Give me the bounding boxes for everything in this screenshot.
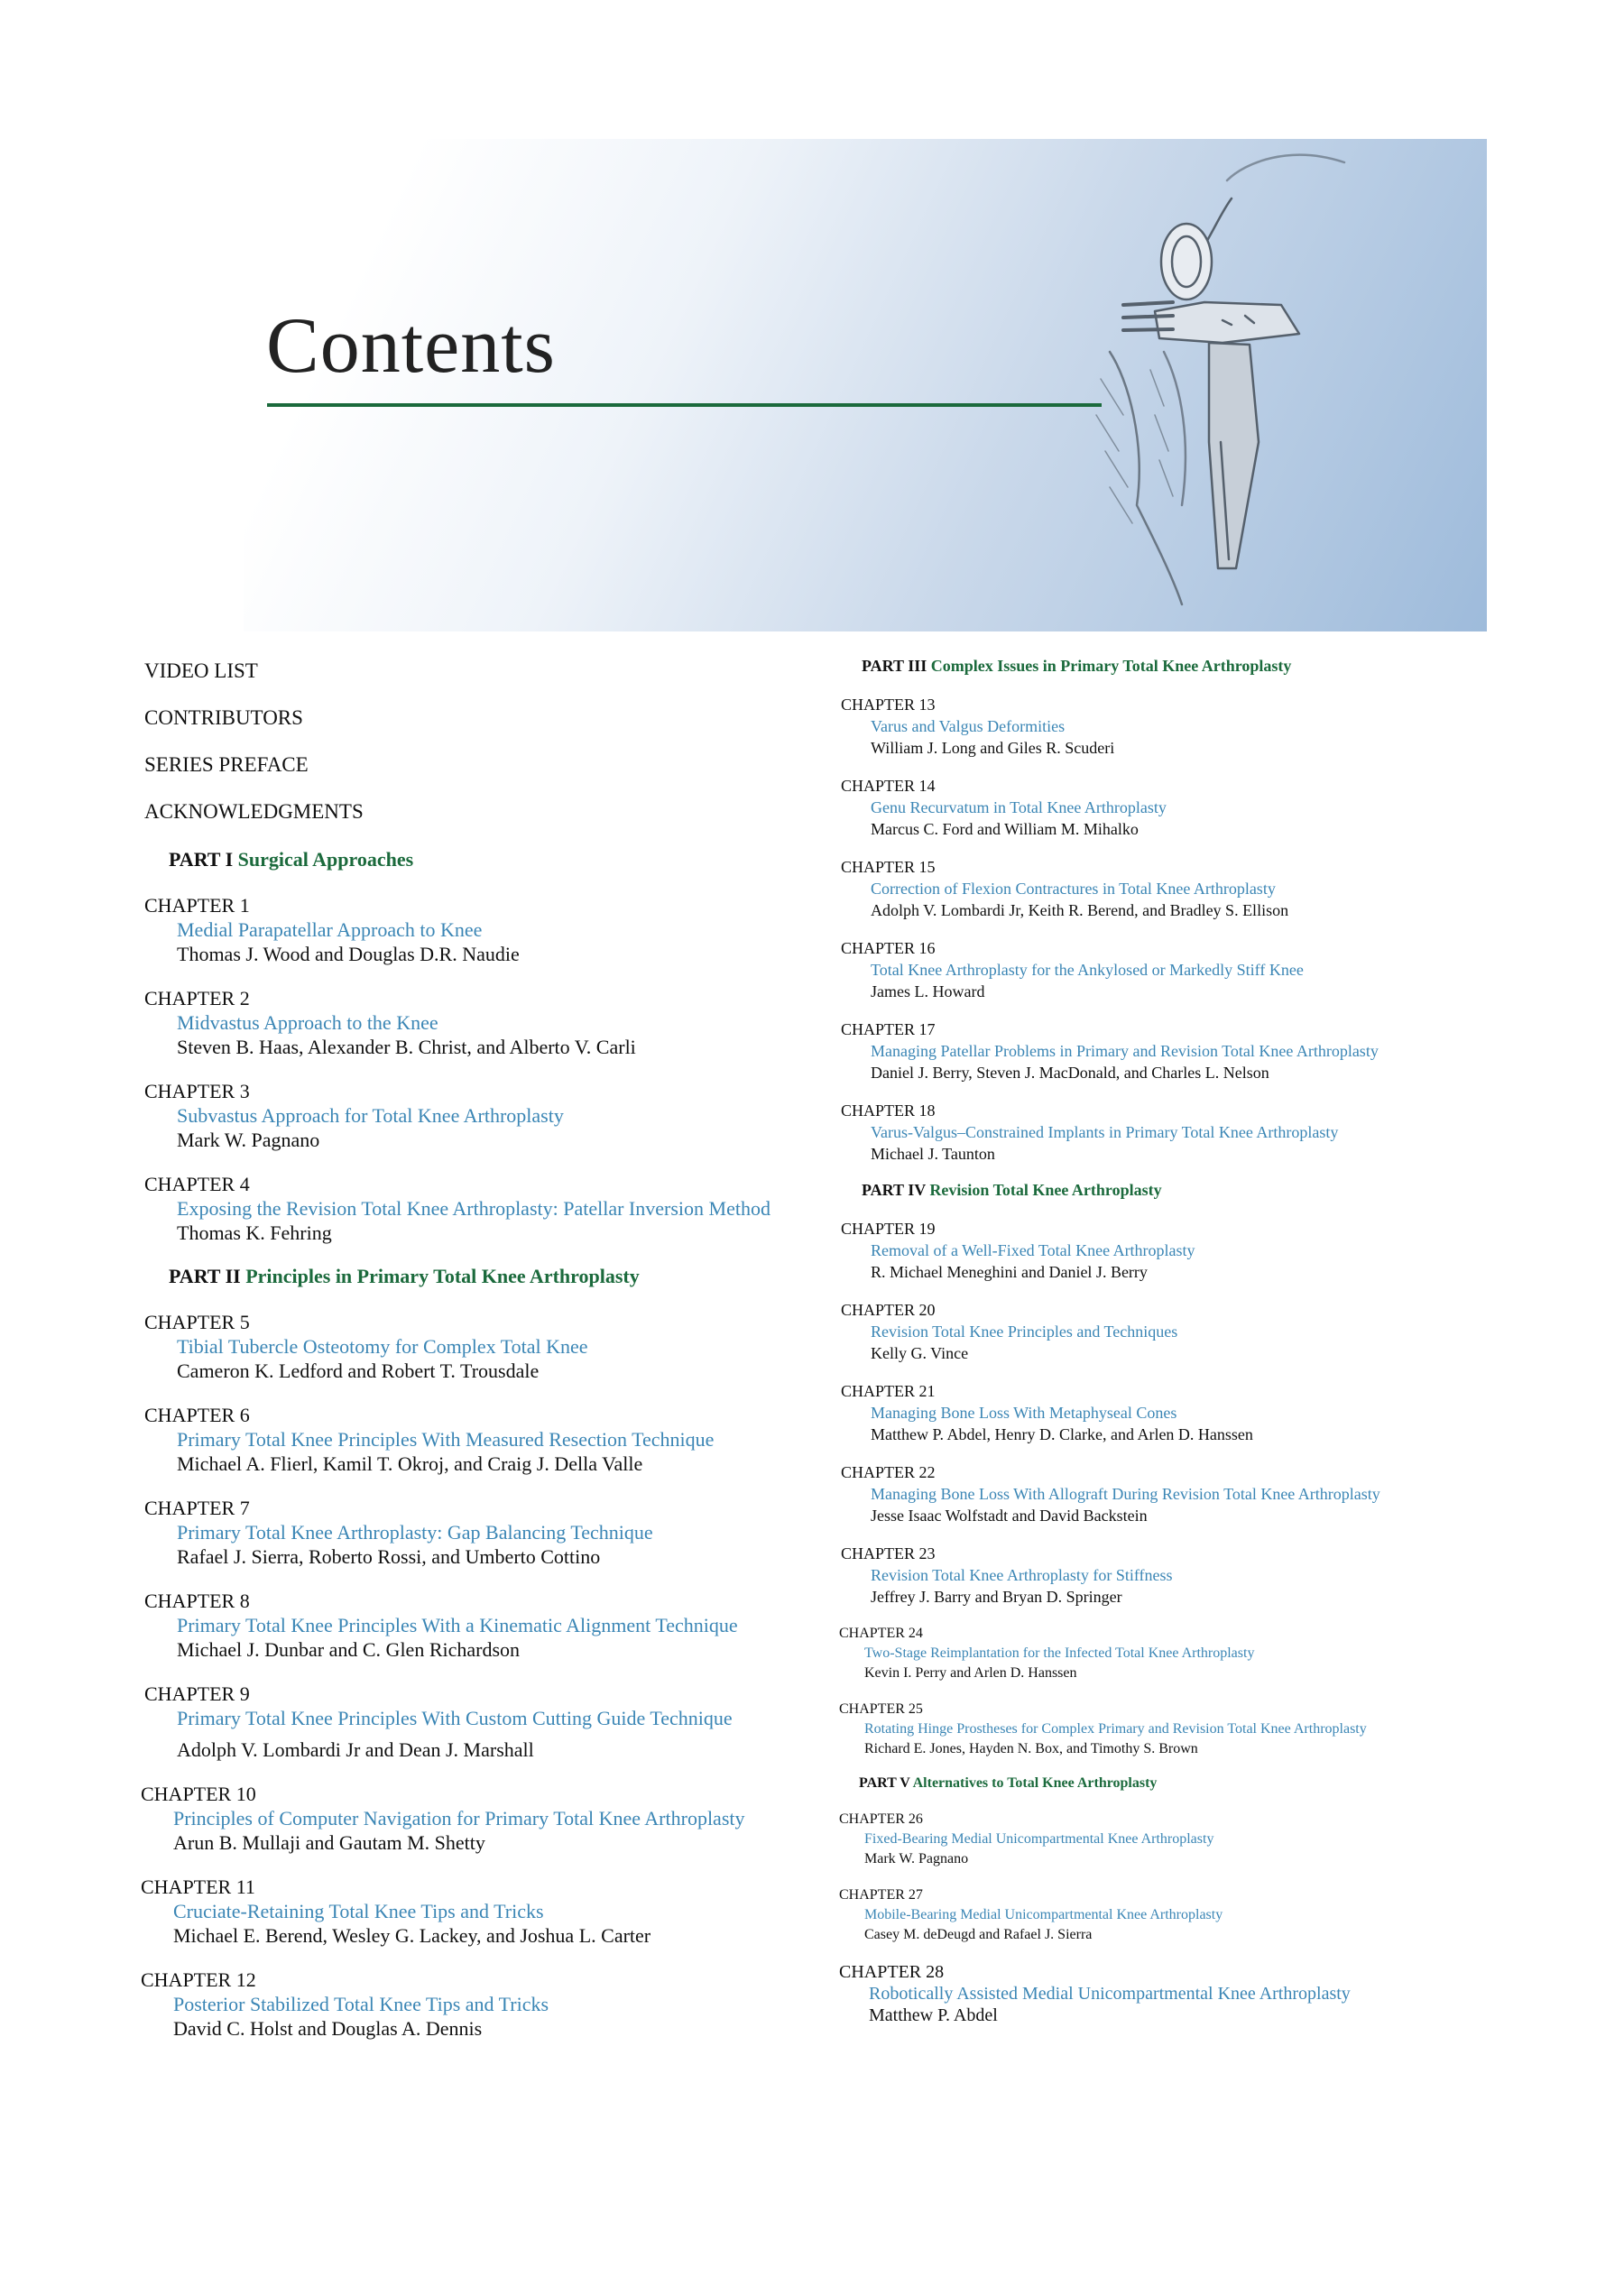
toc-video-list[interactable]: VIDEO LIST <box>144 659 258 682</box>
chapter-entry <box>839 1810 1599 1869</box>
chapter-title-text[interactable]: Exposing the Revision Total Knee Arthroplasty: Patellar Inversion Method <box>177 1197 770 1220</box>
chapter-label: CHAPTER 2 <box>144 987 250 1009</box>
chapter-title-link[interactable]: Subvastus Approach for Total Knee Arthroplasty <box>177 1104 564 1127</box>
chapter-title-link[interactable]: Total Knee Arthroplasty for the Ankylosed or Markedly Stiff Knee <box>871 961 1304 979</box>
chapter-title-link[interactable]: Primary Total Knee Principles With Measured Resection Technique <box>177 1428 715 1451</box>
chapter-authors: David C. Holst and Douglas A. Dennis <box>173 2017 483 2040</box>
chapter-title-link[interactable]: Robotically Assisted Medial Unicompartmental Knee Arthroplasty <box>869 1984 1351 2004</box>
part-heading <box>862 657 1599 676</box>
chapter-label: CHAPTER 28 <box>839 1962 945 1982</box>
chapter-label: CHAPTER 5 <box>144 1311 250 1333</box>
chapter-label: CHAPTER 15 <box>841 858 936 876</box>
page-title: Contents <box>266 302 556 390</box>
chapter-entry <box>841 1299 1599 1364</box>
toc-acknowledgments[interactable]: ACKNOWLEDGMENTS <box>144 800 364 823</box>
chapter-entry <box>839 1961 1599 2026</box>
chapter-label: CHAPTER 27 <box>839 1887 923 1903</box>
chapter-label: CHAPTER 16 <box>841 939 936 957</box>
part-number: PART IV <box>862 1181 926 1199</box>
toc-right-column <box>841 657 1599 2042</box>
chapter-title-link[interactable]: Primary Total Knee Principles With a Kinematic Alignment Technique <box>177 1614 738 1636</box>
chapter-label: CHAPTER 24 <box>839 1626 923 1641</box>
chapter-title-link[interactable]: Principles of Computer Navigation for Primary Total Knee Arthroplasty <box>173 1807 745 1830</box>
chapter-authors: Kelly G. Vince <box>871 1344 969 1362</box>
part-number: PART III <box>862 657 927 675</box>
part-title[interactable]: Alternatives to Total Knee Arthroplasty <box>912 1775 1158 1791</box>
chapter-label: CHAPTER 17 <box>841 1020 936 1038</box>
chapter-title-link[interactable]: Managing Bone Loss With Metaphyseal Cones <box>871 1404 1177 1422</box>
chapter-authors: Rafael J. Sierra, Roberto Rossi, and Umberto Cottino <box>177 1545 601 1568</box>
chapter-title-link[interactable]: Mobile-Bearing Medial Unicompartmental Knee Arthroplasty <box>864 1907 1223 1922</box>
chapter-authors: Cameron K. Ledford and Robert T. Trousdale <box>177 1359 540 1382</box>
chapter-entry <box>144 1079 830 1152</box>
part-title[interactable]: Principles in Primary Total Knee Arthroplasty <box>245 1265 640 1287</box>
chapter-entry <box>839 1700 1599 1759</box>
chapter-label: CHAPTER 11 <box>141 1876 255 1898</box>
chapter-authors: Matthew P. Abdel, Henry D. Clarke, and Arlen D. Hanssen <box>871 1425 1253 1443</box>
chapter-title-link[interactable]: Cruciate-Retaining Total Knee Tips and Tricks <box>173 1900 544 1922</box>
chapter-entry <box>841 1018 1599 1083</box>
chapter-label: CHAPTER 21 <box>841 1382 936 1400</box>
chapter-authors: Marcus C. Ford and William M. Mihalko <box>871 820 1139 838</box>
chapter-authors: Adolph V. Lombardi Jr, Keith R. Berend, and Bradley S. Ellison <box>871 901 1289 919</box>
chapter-title-link[interactable]: Revision Total Knee Arthroplasty for Stiffness <box>871 1566 1173 1584</box>
chapter-authors: Daniel J. Berry, Steven J. MacDonald, and Charles L. Nelson <box>871 1064 1269 1082</box>
chapter-entry <box>144 1403 830 1476</box>
chapter-label: CHAPTER 8 <box>144 1590 250 1612</box>
chapter-label: CHAPTER 4 <box>144 1173 250 1195</box>
chapter-entry <box>144 986 830 1059</box>
chapter-entry <box>841 1218 1599 1283</box>
chapter-authors: R. Michael Meneghini and Daniel J. Berry <box>871 1263 1148 1281</box>
chapter-title-link[interactable]: Midvastus Approach to the Knee <box>177 1011 438 1034</box>
chapter-entry <box>841 1380 1599 1445</box>
chapter-entry <box>144 1172 830 1245</box>
chapter-label: CHAPTER 6 <box>144 1404 250 1426</box>
chapter-entry <box>144 1496 830 1569</box>
chapter-entry <box>841 856 1599 921</box>
chapter-authors: Michael A. Flierl, Kamil T. Okroj, and Craig J. Della Valle <box>177 1452 643 1475</box>
part-number: PART I <box>169 848 234 871</box>
chapter-label: CHAPTER 13 <box>841 696 936 714</box>
chapter-label: CHAPTER 10 <box>141 1783 256 1805</box>
chapter-entry <box>141 1875 830 1948</box>
part-title[interactable]: Revision Total Knee Arthroplasty <box>929 1181 1162 1199</box>
chapter-title-link[interactable]: Posterior Stabilized Total Knee Tips and Tricks <box>173 1993 549 2015</box>
chapter-authors: Thomas J. Wood and Douglas D.R. Naudie <box>177 943 520 965</box>
toc-series-preface[interactable]: SERIES PREFACE <box>144 753 309 776</box>
chapter-authors: Adolph V. Lombardi Jr and Dean J. Marshall <box>177 1738 534 1761</box>
chapter-entry <box>841 1461 1599 1526</box>
chapter-entry <box>144 893 830 966</box>
chapter-authors: Michael J. Dunbar and C. Glen Richardson <box>177 1638 521 1661</box>
chapter-label: CHAPTER 26 <box>839 1811 923 1827</box>
chapter-title-link[interactable]: Fixed-Bearing Medial Unicompartmental Knee Arthroplasty <box>864 1831 1214 1847</box>
toc-contributors[interactable]: CONTRIBUTORS <box>144 706 303 729</box>
chapter-entry <box>144 1589 830 1662</box>
chapter-entry <box>839 1624 1599 1683</box>
chapter-authors: Mark W. Pagnano <box>177 1129 320 1151</box>
chapter-label: CHAPTER 7 <box>144 1497 250 1519</box>
part-heading <box>862 1181 1599 1200</box>
chapter-title-link[interactable]: Varus and Valgus Deformities <box>871 717 1066 735</box>
chapter-entry <box>839 1885 1599 1945</box>
chapter-authors: Matthew P. Abdel <box>869 2005 998 2025</box>
chapter-title-link[interactable]: Two-Stage Reimplantation for the Infected Total Knee Arthroplasty <box>864 1645 1255 1661</box>
chapter-label: CHAPTER 23 <box>841 1544 936 1562</box>
chapter-entry <box>841 1543 1599 1608</box>
chapter-title-link[interactable]: Removal of a Well-Fixed Total Knee Arthroplasty <box>871 1241 1195 1259</box>
title-underline <box>267 403 1102 407</box>
chapter-title-link[interactable]: Varus-Valgus–Constrained Implants in Primary Total Knee Arthroplasty <box>871 1123 1339 1141</box>
chapter-entry <box>841 937 1599 1002</box>
chapter-title-link[interactable]: Genu Recurvatum in Total Knee Arthroplasty <box>871 798 1167 816</box>
part-title[interactable]: Surgical Approaches <box>237 848 414 871</box>
chapter-authors: Kevin I. Perry and Arlen D. Hanssen <box>864 1665 1077 1681</box>
chapter-label: CHAPTER 14 <box>841 777 936 795</box>
chapter-label: CHAPTER 12 <box>141 1968 256 1991</box>
chapter-label: CHAPTER 22 <box>841 1463 936 1481</box>
toc-left-column <box>141 659 830 2060</box>
chapter-title-link[interactable]: Managing Bone Loss With Allograft During Revision Total Knee Arthroplasty <box>871 1485 1380 1503</box>
chapter-authors: Thomas K. Fehring <box>177 1221 332 1244</box>
chapter-title-link[interactable]: Revision Total Knee Principles and Techniques <box>871 1323 1178 1341</box>
chapter-title-link[interactable]: Primary Total Knee Principles With Custom Cutting Guide Technique <box>177 1707 733 1729</box>
chapter-label: CHAPTER 19 <box>841 1220 936 1238</box>
chapter-label: CHAPTER 1 <box>144 894 250 917</box>
chapter-title-link[interactable]: Correction of Flexion Contractures in Total Knee Arthroplasty <box>871 880 1276 898</box>
chapter-entry <box>841 775 1599 840</box>
chapter-label: CHAPTER 20 <box>841 1301 936 1319</box>
part-heading <box>169 1265 830 1288</box>
knee-surgery-illustration <box>1074 144 1453 613</box>
chapter-authors: James L. Howard <box>871 982 985 1000</box>
chapter-entry <box>841 1100 1599 1165</box>
chapter-label: CHAPTER 3 <box>144 1080 250 1102</box>
chapter-title-link[interactable]: Tibial Tubercle Osteotomy for Complex Total Knee <box>177 1335 588 1358</box>
chapter-entry <box>141 1968 830 2041</box>
chapter-authors: Jeffrey J. Barry and Bryan D. Springer <box>871 1588 1122 1606</box>
chapter-title-link[interactable]: Primary Total Knee Arthroplasty: Gap Balancing Technique <box>177 1521 653 1544</box>
chapter-authors: Jesse Isaac Wolfstadt and David Backstein <box>871 1507 1148 1525</box>
chapter-authors: Michael J. Taunton <box>871 1145 995 1163</box>
chapter-authors: Richard E. Jones, Hayden N. Box, and Timothy S. Brown <box>864 1741 1198 1756</box>
chapter-entry <box>144 1310 830 1383</box>
part-title[interactable]: Complex Issues in Primary Total Knee Arthroplasty <box>930 657 1292 675</box>
chapter-authors: Michael E. Berend, Wesley G. Lackey, and Joshua L. Carter <box>173 1924 651 1947</box>
chapter-label: CHAPTER 25 <box>839 1701 923 1717</box>
chapter-title-link[interactable] <box>144 1196 830 1245</box>
chapter-authors: William J. Long and Giles R. Scuderi <box>871 739 1115 757</box>
chapter-label: CHAPTER 9 <box>144 1682 250 1705</box>
chapter-title-link[interactable]: Rotating Hinge Prostheses for Complex Primary and Revision Total Knee Arthroplasty <box>864 1721 1367 1737</box>
part-number: PART V <box>859 1775 910 1791</box>
chapter-authors: Mark W. Pagnano <box>864 1851 969 1866</box>
part-number: PART II <box>169 1265 241 1287</box>
chapter-title-link[interactable]: Medial Parapatellar Approach to Knee <box>177 918 483 941</box>
part-heading <box>169 848 830 871</box>
chapter-entry <box>841 694 1599 759</box>
chapter-authors: Steven B. Haas, Alexander B. Christ, and Alberto V. Carli <box>177 1036 636 1058</box>
chapter-entry <box>144 1682 830 1762</box>
chapter-label: CHAPTER 18 <box>841 1101 936 1120</box>
part-heading <box>859 1775 1599 1792</box>
chapter-authors: Casey M. deDeugd and Rafael J. Sierra <box>864 1927 1093 1942</box>
chapter-title-link[interactable]: Managing Patellar Problems in Primary and Revision Total Knee Arthroplasty <box>871 1042 1379 1060</box>
chapter-entry <box>141 1782 830 1855</box>
chapter-authors: Arun B. Mullaji and Gautam M. Shetty <box>173 1831 485 1854</box>
